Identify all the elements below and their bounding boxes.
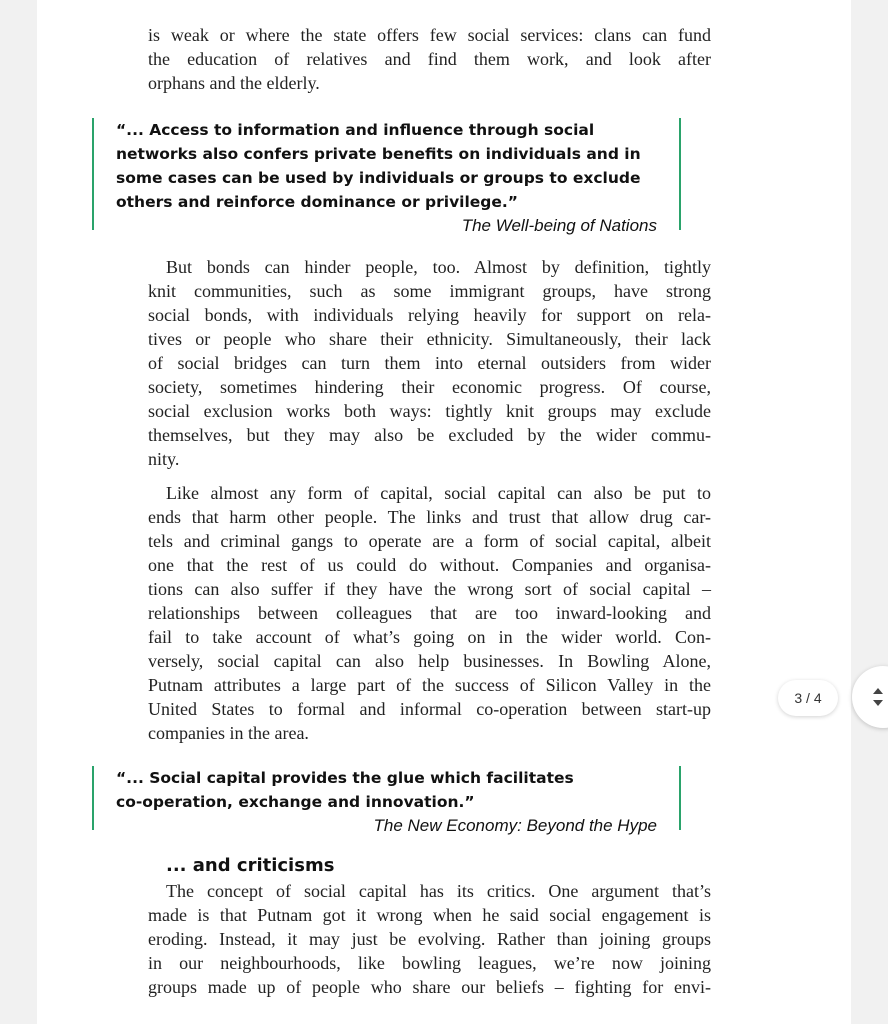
text-line: is weak or where the state offers few social services: clans can fund [148, 25, 711, 45]
text-line: But bonds can hinder people, too. Almost by definition, tightly [166, 257, 711, 277]
text-line: of social bridges can turn them into eternal outsiders from wider [148, 353, 711, 373]
document-page [37, 0, 851, 1024]
text-line: ends that harm other people. The links and trust that allow drug car- [148, 507, 711, 527]
text-line: United States to formal and informal co-operation between start-up [148, 699, 711, 719]
quote-line: others and reinforce dominance or privilege.” [116, 193, 518, 211]
text-line: companies in the area. [148, 723, 309, 743]
section-heading: ... and criticisms [166, 855, 335, 876]
text-line: tions can also suffer if they have the wrong sort of social capital – [148, 579, 711, 599]
text-line: social exclusion works both ways: tightly knit groups may exclude [148, 401, 711, 421]
text-line: The concept of social capital has its critics. One argument that’s [166, 881, 711, 901]
text-line: versely, social capital can also help businesses. In Bowling Alone, [148, 651, 711, 671]
quote-source: The Well-being of Nations [461, 216, 657, 235]
paragraph-continuation [148, 23, 711, 95]
text-line: in our neighbourhoods, like bowling leagues, we’re now joining [148, 953, 711, 973]
quote-line: co-operation, exchange and innovation.” [116, 793, 475, 811]
text-line: Putnam attributes a large part of the success of Silicon Valley in the [148, 675, 711, 695]
text-line: eroding. Instead, it may just be evolving. Rather than joining groups [148, 929, 711, 949]
paragraph-capital [148, 481, 711, 745]
text-line: tels and criminal gangs to operate are a form of social capital, albeit [148, 531, 711, 551]
quote-line: “... Access to information and influence through social [116, 121, 595, 139]
text-line: tives or people who share their ethnicity. Simultaneously, their lack [148, 329, 711, 349]
text-line: made is that Putnam got it wrong when he said social engagement is [148, 905, 711, 925]
paragraph-critics [148, 879, 711, 999]
text-line: orphans and the elderly. [148, 73, 320, 93]
up-down-chevron-icon [870, 683, 888, 711]
page-nav-button[interactable] [852, 666, 888, 728]
text-line: themselves, but they may also be excluded by the wider commu- [148, 425, 711, 445]
quote-border-right [679, 118, 681, 230]
text-line: nity. [148, 449, 180, 469]
text-line: fail to take account of what’s going on in the wider world. Con- [148, 627, 711, 647]
text-line: society, sometimes hindering their economic progress. Of course, [148, 377, 711, 397]
text-line: knit communities, such as some immigrant groups, have strong [148, 281, 711, 301]
pull-quote-well-being [92, 118, 679, 235]
quote-source: The New Economy: Beyond the Hype [373, 816, 657, 835]
text-line: relationships between colleagues that are too inward-looking and [148, 603, 711, 623]
text-line: groups made up of people who share our beliefs – fighting for envi- [148, 977, 711, 997]
page-indicator: 3 / 4 [778, 680, 838, 716]
quote-line: networks also confers private benefits on individuals and in [116, 145, 641, 163]
quote-line: some cases can be used by individuals or groups to exclude [116, 169, 641, 187]
pull-quote-new-economy [92, 766, 679, 835]
quote-line: “... Social capital provides the glue which facilitates [116, 769, 574, 787]
text-line: one that the rest of us could do without. Companies and organisa- [148, 555, 711, 575]
quote-border-right [679, 766, 681, 830]
paragraph-bonds [148, 255, 711, 471]
text-line: social bonds, with individuals relying heavily for support on rela- [148, 305, 711, 325]
text-line: Like almost any form of capital, social capital can also be put to [166, 483, 711, 503]
text-line: the education of relatives and find them work, and look after [148, 49, 711, 69]
